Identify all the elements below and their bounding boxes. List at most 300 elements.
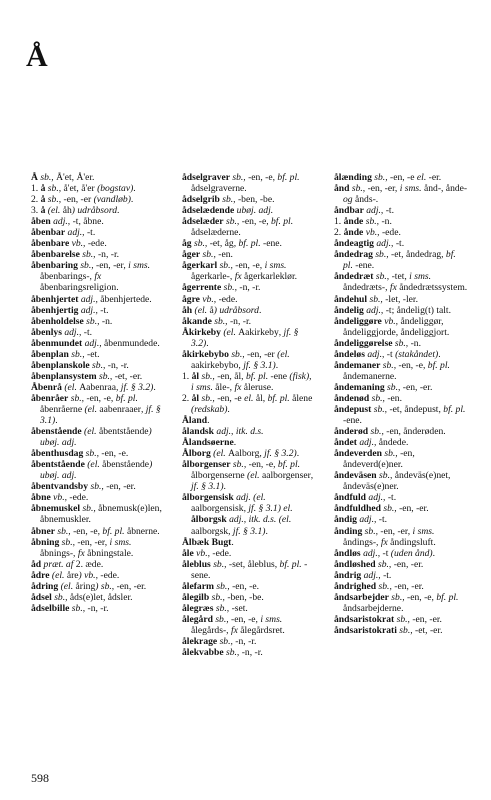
headword: åbenråer xyxy=(31,392,69,404)
grammar-note: ) sb., xyxy=(95,580,117,592)
entry-text: 2. xyxy=(334,227,344,239)
grammar-note: sb., xyxy=(229,172,249,183)
grammar-note: fx xyxy=(234,271,245,283)
grammar-note: vb., xyxy=(199,293,219,305)
headword: åg xyxy=(182,238,192,250)
entry-text: -let, -ler. xyxy=(385,293,418,305)
headword: åndfuldhed xyxy=(334,503,381,515)
grammar-note: vb., xyxy=(363,227,382,239)
entry-text: -et, åndedrag, xyxy=(391,249,446,261)
grammar-note: ) vb., xyxy=(78,569,101,581)
dictionary-entry xyxy=(182,371,314,393)
grammar-note: i sms. xyxy=(412,525,435,537)
dictionary-entry xyxy=(334,470,468,492)
grammar-note: vb., xyxy=(381,315,401,327)
headword: åben xyxy=(31,216,51,228)
grammar-note: , jf. § 3.1) xyxy=(238,359,276,371)
dictionary-entry xyxy=(182,448,314,459)
dictionary-entry xyxy=(334,393,468,404)
grammar-note: adj., xyxy=(363,304,386,316)
grammar-note: sb., xyxy=(349,183,368,195)
entry-text: åbenbaringsreligion. xyxy=(40,282,119,294)
headword: åndepust xyxy=(334,403,372,415)
grammar-note: sb., xyxy=(77,260,97,272)
dictionary-entry xyxy=(31,592,163,603)
grammar-note: el. xyxy=(244,392,256,404)
grammar-note: sb., xyxy=(230,459,249,471)
dictionary-entry xyxy=(31,216,163,227)
grammar-note: i sms. xyxy=(409,271,432,283)
headword: åger xyxy=(182,249,201,261)
headword: ådselgraver xyxy=(182,172,230,183)
entry-text: 1. xyxy=(334,216,344,228)
grammar-note: ) udråbsord xyxy=(213,304,259,316)
dictionary-entry xyxy=(182,238,314,249)
entry-text: -en, -e, xyxy=(398,359,428,371)
entry-text: . xyxy=(265,525,268,537)
grammar-note: adj., xyxy=(360,547,383,559)
entry-text: -et. xyxy=(87,348,100,360)
grammar-note: (el. xyxy=(220,326,239,338)
grammar-note: sb., xyxy=(199,392,218,404)
dictionary-entry xyxy=(31,492,163,503)
entry-text: . xyxy=(153,381,156,393)
entry-text: -t. xyxy=(383,569,392,581)
headword: ålekrage xyxy=(182,635,218,647)
entry-text: -set. xyxy=(231,602,248,614)
entry-text: . xyxy=(55,415,58,427)
headword: ågre xyxy=(182,293,200,305)
dictionary-entry xyxy=(334,205,468,216)
grammar-note: sb., xyxy=(376,580,395,592)
entry-text: -t xyxy=(386,348,396,360)
entry-text: -n, -r. xyxy=(235,635,257,647)
headword: åndløs xyxy=(334,547,361,559)
entry-text: -set, åleblus, xyxy=(228,558,280,570)
dictionary-entry xyxy=(334,437,468,448)
entry-text: -sene. xyxy=(191,558,308,581)
grammar-note: og xyxy=(343,194,355,206)
dictionary-entry xyxy=(334,172,468,183)
headword: åbenplan xyxy=(31,348,69,360)
entry-text: -n. xyxy=(101,315,113,327)
dictionary-entry xyxy=(334,382,468,393)
entry-text: -n, -r. xyxy=(97,249,120,261)
grammar-note: (el. xyxy=(81,426,99,438)
grammar-note: sb., xyxy=(368,426,387,438)
page-number: 598 xyxy=(31,771,49,785)
entry-text: -n, -r. xyxy=(87,602,109,614)
headword: ånde xyxy=(343,227,364,239)
grammar-note: fx xyxy=(380,536,391,548)
headword: åndehul xyxy=(334,293,368,305)
dictionary-entry xyxy=(334,360,468,382)
grammar-note: bf. pl. xyxy=(277,459,301,471)
entry-text: -en, -er. xyxy=(116,580,147,592)
column-1 xyxy=(31,172,163,614)
dictionary-entry xyxy=(31,172,163,183)
entry-text: -en, -er. xyxy=(394,580,424,592)
entry-text: ånd-, ånde- xyxy=(423,183,468,195)
dictionary-entry xyxy=(334,249,468,271)
dictionary-entry xyxy=(182,260,314,282)
grammar-note: sb., xyxy=(45,183,64,195)
dictionary-entry xyxy=(182,426,314,437)
grammar-note: fx xyxy=(94,271,102,283)
entry-text: åds(e)let, ådsler. xyxy=(69,591,133,603)
dictionary-entry xyxy=(182,581,314,592)
dictionary-entry xyxy=(31,459,163,481)
headword: åbenhjertet xyxy=(31,293,79,305)
headword: åndeliggøre xyxy=(334,315,382,327)
entry-text: -en. xyxy=(387,392,402,404)
entry-text: -t; åndelig(t) talt. xyxy=(385,304,451,316)
headword: åbenbaring xyxy=(31,260,78,272)
grammar-note: adj., xyxy=(78,304,101,316)
grammar-note: sb., xyxy=(68,392,87,404)
grammar-note: bf. pl. xyxy=(343,249,456,272)
headword: ådselæder xyxy=(182,216,224,228)
entry-text: ådselæderne. xyxy=(191,227,241,239)
grammar-note: bf. pl. xyxy=(427,359,450,371)
headword: åndeagtig xyxy=(334,238,374,250)
grammar-note: fx xyxy=(230,624,241,636)
headword: åh xyxy=(182,304,193,316)
headword: ålænding xyxy=(334,172,372,183)
dictionary-entry xyxy=(182,294,314,305)
entry-text: -n, -r. xyxy=(241,647,263,659)
grammar-note: , jf. § 3.1) xyxy=(228,525,266,537)
headword: ånde xyxy=(343,216,364,228)
dictionary-entry xyxy=(31,603,163,614)
grammar-note: adj., xyxy=(65,227,87,239)
headword: åbenbar xyxy=(31,227,66,239)
headword: ålegilb xyxy=(182,591,210,603)
grammar-note: (el. xyxy=(49,569,67,581)
grammar-note: adj., xyxy=(356,514,379,526)
headword: ånd xyxy=(334,183,350,195)
grammar-note: sb., xyxy=(45,194,64,206)
entry-text: åbentstående xyxy=(98,426,149,438)
grammar-note: sb., xyxy=(394,613,413,625)
grammar-note: vb., xyxy=(69,238,88,250)
headword: åbenthusdag xyxy=(31,448,84,460)
grammar-note: i sms. xyxy=(109,536,132,548)
entry-text: åbnerne. xyxy=(126,525,160,537)
grammar-note: sb., xyxy=(219,194,238,206)
grammar-note: sb., xyxy=(211,315,230,327)
dictionary-entry xyxy=(182,415,314,426)
dictionary-entry xyxy=(334,316,468,338)
grammar-note: , jf. § 3.1) el. xyxy=(243,503,293,515)
grammar-note: sb., xyxy=(371,172,390,183)
entry-text: åbnemusk(e)len, åbnemuskler. xyxy=(40,503,162,526)
dictionary-entry xyxy=(334,514,468,525)
entry-text: -en, ånderøden. xyxy=(386,426,446,438)
grammar-note: sb., xyxy=(375,558,394,570)
entry-text: -ede. xyxy=(69,492,89,504)
headword: åndrighed xyxy=(334,580,377,592)
entry-text: Aakirkeby xyxy=(238,326,279,338)
entry-text: åndeliggør, åndeliggjorde, åndeliggjort. xyxy=(343,315,450,338)
dictionary-entry xyxy=(334,526,468,548)
entry-text: -en, -e. xyxy=(101,448,129,460)
dictionary-entry xyxy=(31,537,163,559)
entry-text: åbningstale. xyxy=(87,547,134,559)
headword: å xyxy=(40,205,46,217)
entry-text: -en, åndeverd(e)ner. xyxy=(343,448,415,471)
entry-text: aabenraaer xyxy=(99,403,141,415)
grammar-note: sb., xyxy=(89,359,108,371)
entry-text: åndedrætssystem. xyxy=(399,282,468,294)
entry-text: 2. xyxy=(31,194,41,206)
dictionary-entry xyxy=(31,448,163,459)
grammar-note: adj., xyxy=(78,293,101,305)
headword: åbenplansystem xyxy=(31,370,97,382)
entry-text: -en, -e, xyxy=(407,591,437,603)
headword: åndedrag xyxy=(334,249,373,261)
headword: ådselgrib xyxy=(182,194,220,206)
headword: ålekvabbe xyxy=(182,647,224,659)
grammar-note: (uden ånd) xyxy=(390,547,433,559)
grammar-note: i sms. xyxy=(399,183,424,195)
grammar-note: bf. pl. xyxy=(238,238,264,250)
headword: åbenplanskole xyxy=(31,359,90,371)
grammar-note: sb., xyxy=(209,591,228,603)
entry-text: åbenbarings-, xyxy=(40,271,95,283)
headword: åbenmundet xyxy=(31,337,83,349)
dictionary-entry xyxy=(31,360,163,371)
entry-text: -et, åg, xyxy=(209,238,239,250)
dictionary-entry xyxy=(334,216,468,227)
grammar-note: sb., xyxy=(68,348,87,360)
grammar-note: sb., xyxy=(212,613,232,625)
grammar-note: sb., xyxy=(396,624,416,636)
grammar-note: sb., xyxy=(380,503,400,515)
headword: åndenød xyxy=(334,392,370,404)
grammar-note: sb., xyxy=(210,558,229,570)
headword: åndeväsen xyxy=(334,470,377,482)
entry-text: -ede. xyxy=(100,569,120,581)
entry-text: -en, -er, xyxy=(380,525,413,537)
dictionary-entry xyxy=(31,371,163,382)
headword: åndrig xyxy=(334,569,362,581)
entry-text: . xyxy=(223,481,226,493)
grammar-note: , jf. § 3.2) xyxy=(191,326,299,349)
entry-text: 1. xyxy=(182,370,192,382)
dictionary-entry xyxy=(182,614,314,636)
headword: åbne xyxy=(31,492,51,504)
entry-text: -ede. xyxy=(87,238,107,250)
entry-text: -en, -er, xyxy=(77,536,110,548)
dictionary-entry xyxy=(31,481,163,492)
grammar-note: sb., xyxy=(371,403,390,415)
grammar-note: , jf. § 3.1) xyxy=(40,403,161,427)
grammar-note: sb., xyxy=(376,470,395,482)
grammar-note: ) ubøj. adj. xyxy=(40,426,152,449)
dictionary-entry xyxy=(182,327,314,349)
entry-text: -en, -er, xyxy=(367,183,400,195)
dictionary-entry xyxy=(334,426,468,437)
dictionary-entry xyxy=(182,282,314,293)
headword: åkirkebybo xyxy=(182,348,229,360)
grammar-note: fx xyxy=(77,547,88,559)
entry-text: -en, -e. xyxy=(232,580,259,592)
entry-text: åh xyxy=(62,205,72,217)
dictionary-entry xyxy=(182,492,314,536)
grammar-note: bf. pl. xyxy=(245,370,271,382)
headword: åbenbarelse xyxy=(31,249,80,261)
grammar-note: , jf. § 3.1) xyxy=(191,470,314,493)
dictionary-entry xyxy=(182,305,314,316)
entry-text: å'et, å'er xyxy=(63,183,98,195)
grammar-note: sb., xyxy=(223,647,242,659)
headword: åbenholdelse xyxy=(31,315,84,327)
headword: åndig xyxy=(334,514,357,526)
headword: åle xyxy=(182,547,194,559)
headword: åndeløs xyxy=(334,348,365,360)
dictionary-entry xyxy=(182,393,314,415)
entry-text: åndings-, xyxy=(343,536,381,548)
dictionary-entry xyxy=(334,294,468,305)
grammar-note: sb., xyxy=(54,525,74,537)
entry-text: 2. æde. xyxy=(75,558,104,570)
entry-text: ålborgenserne xyxy=(191,470,248,482)
column-2 xyxy=(182,172,314,658)
dictionary-entry xyxy=(334,581,468,592)
grammar-note: sb., xyxy=(372,249,392,261)
entry-text: -en, -er. xyxy=(399,503,429,515)
entry-text: -ben, -be. xyxy=(227,591,264,603)
grammar-note: sb., xyxy=(213,602,232,614)
entry-text: aalborgensisk xyxy=(191,503,244,515)
grammar-note: adj., xyxy=(82,337,105,349)
entry-text: -en, -er. xyxy=(402,381,433,393)
dictionary-entry xyxy=(31,316,163,327)
entry-text: åbnings-, xyxy=(40,547,78,559)
dictionary-entry xyxy=(334,570,468,581)
dictionary-entry xyxy=(182,172,314,194)
headword: åd xyxy=(31,558,42,570)
grammar-note: sb., xyxy=(51,591,70,603)
entry-text: ål, xyxy=(255,392,268,404)
entry-text: ålene xyxy=(292,392,313,404)
dictionary-entry xyxy=(182,548,314,559)
headword: åkande xyxy=(182,315,212,327)
grammar-note: adj., xyxy=(364,348,387,360)
dictionary-entry xyxy=(31,570,163,581)
grammar-note: adj., xyxy=(373,238,396,250)
headword: åndsarbejder xyxy=(334,591,389,603)
entry-text: -ene xyxy=(270,370,290,382)
grammar-note: (el. xyxy=(84,459,103,471)
entry-text: . xyxy=(432,547,436,559)
entry-text: åbenhjertede. xyxy=(100,293,152,305)
dictionary-entry xyxy=(182,216,314,238)
headword: Åland xyxy=(182,415,208,427)
dictionary-entry xyxy=(334,349,468,360)
headword: Åkirkeby xyxy=(182,326,221,338)
headword: Åbenrå xyxy=(31,381,62,393)
entry-text: åndingsluft. xyxy=(390,536,436,548)
grammar-note: (el. xyxy=(192,304,210,316)
entry-text: -en, -er. xyxy=(393,558,424,570)
entry-text: -t, åbne. xyxy=(72,216,104,228)
entry-text: åle-, xyxy=(215,381,235,393)
grammar-note: sb., xyxy=(213,580,233,592)
entry-text: ålegårdsret. xyxy=(240,624,285,636)
grammar-note: , jf. § 3.2) xyxy=(259,448,297,460)
grammar-note: præt. af xyxy=(41,558,76,570)
dictionary-entry xyxy=(31,581,163,592)
dictionary-entry xyxy=(334,625,468,636)
entry-text: -en, -er, xyxy=(96,260,129,272)
entry-text: -t. xyxy=(86,227,96,239)
grammar-note: sb., xyxy=(221,282,240,294)
dictionary-entry xyxy=(31,305,163,316)
headword: ådselædende xyxy=(182,205,235,217)
entry-text: Aalborg xyxy=(228,448,260,460)
grammar-note: (el. xyxy=(58,580,76,592)
headword: ågerkarl xyxy=(182,260,218,272)
grammar-note: bf. pl. xyxy=(115,392,138,404)
grammar-note: bf. pl. xyxy=(267,392,293,404)
grammar-note: sb., xyxy=(217,635,236,647)
headword: åndsaristokrati xyxy=(334,624,397,636)
entry-text: aalborgsk xyxy=(191,525,229,537)
dictionary-entry xyxy=(182,636,314,647)
entry-text: . xyxy=(117,205,120,217)
headword: åleblus xyxy=(182,558,211,570)
entry-text: -et, -er. xyxy=(415,624,443,636)
grammar-note: (el. xyxy=(84,403,100,415)
headword: å xyxy=(40,194,46,206)
entry-text: -t. xyxy=(395,238,405,250)
grammar-note: bf. pl. xyxy=(102,525,127,537)
entry-text: . xyxy=(206,337,209,349)
headword: åndfuld xyxy=(334,492,366,504)
grammar-note: i sms. xyxy=(260,613,283,625)
entry-text: . xyxy=(207,415,210,427)
headword: åbenhjertig xyxy=(31,304,79,316)
entry-text: . xyxy=(275,359,279,371)
entry-text: -n, -r. xyxy=(107,359,129,371)
grammar-note: i sms. xyxy=(264,260,287,272)
dictionary-entry xyxy=(334,238,468,249)
entry-text: -en, -e, xyxy=(86,392,116,404)
entry-text: åleruse. xyxy=(243,381,274,393)
entry-text: -en, -e, xyxy=(241,216,271,228)
entry-text: ålegårds-, xyxy=(191,624,231,636)
dictionary-entry xyxy=(334,592,468,614)
grammar-note: vb., xyxy=(193,547,213,559)
entry-text: -n, -r. xyxy=(229,315,252,327)
headword: Å xyxy=(31,172,38,183)
grammar-note: sb., xyxy=(199,370,218,382)
grammar-note: , jf. § 3.2) xyxy=(116,381,154,393)
headword: ålegræs xyxy=(182,602,214,614)
entry-text: -n. xyxy=(381,216,392,228)
grammar-note: adj., xyxy=(61,326,84,338)
entry-text: -t. xyxy=(385,205,394,217)
entry-text: -ben, -be. xyxy=(237,194,275,206)
dictionary-entry xyxy=(31,349,163,360)
section-letter: Å xyxy=(26,40,48,73)
dictionary-entry xyxy=(182,459,314,492)
grammar-note: ubøj. adj. xyxy=(234,205,274,217)
dictionary-entry xyxy=(334,305,468,316)
grammar-note: sb., xyxy=(200,249,219,261)
